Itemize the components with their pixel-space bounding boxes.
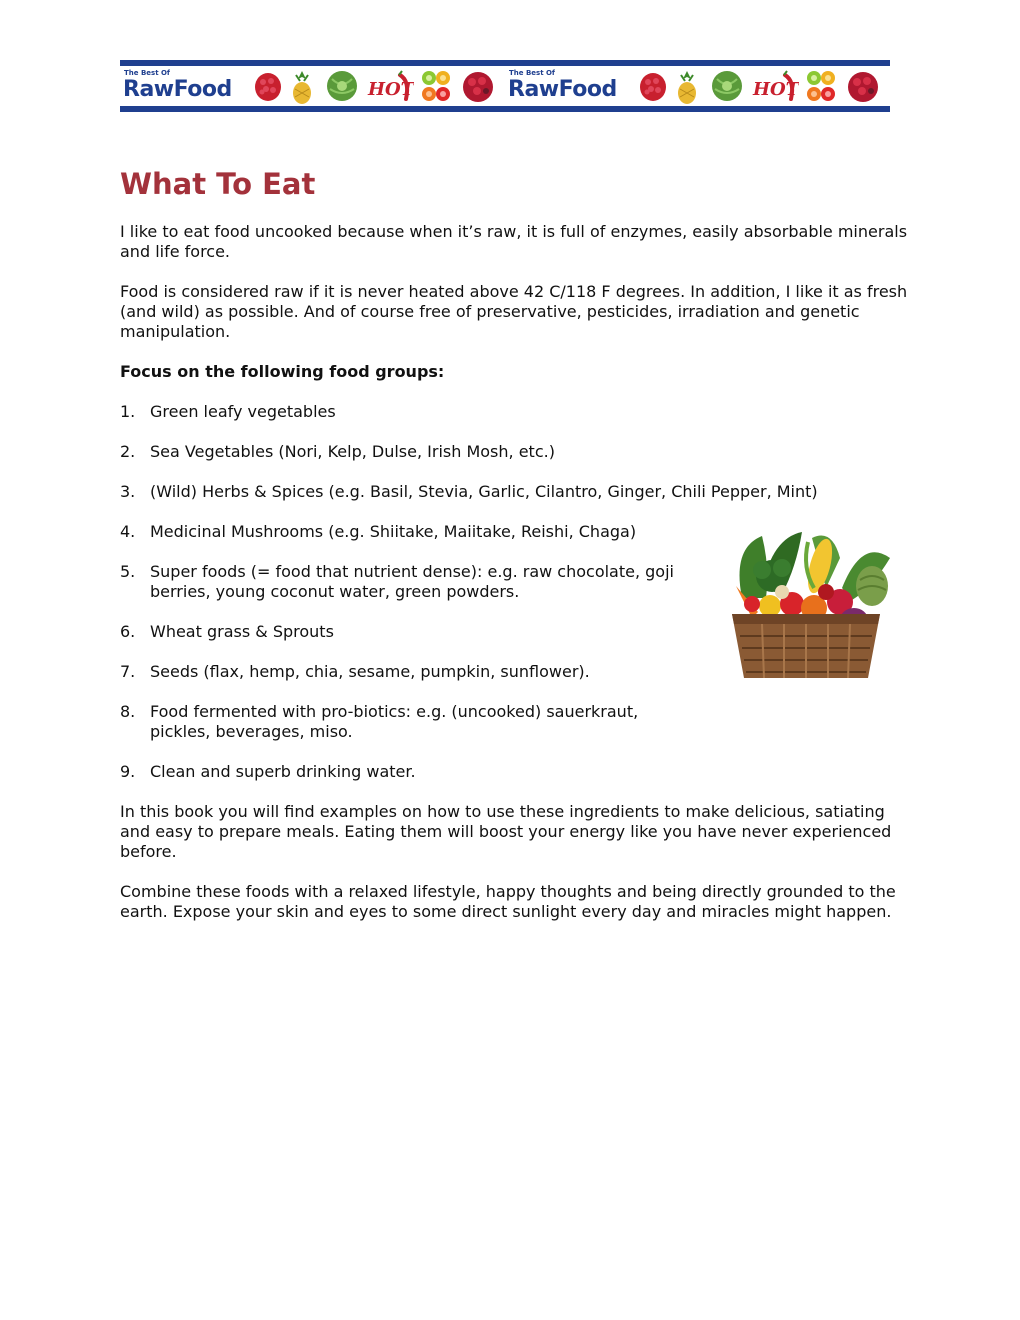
- list-text: (Wild) Herbs & Spices (e.g. Basil, Stevia, Garlic, Cilantro, Ginger, Chili Pepper, Mint): [150, 482, 818, 501]
- list-number: 6.: [120, 622, 136, 641]
- hot-pepper-icon: [751, 69, 799, 103]
- logo-wordmark: RawFood: [123, 77, 232, 102]
- list-number: 8.: [120, 702, 136, 721]
- list-text: Clean and superb drinking water.: [150, 762, 416, 781]
- cabbage-icon: [709, 69, 745, 103]
- pineapple-icon: [288, 69, 316, 105]
- hot-label: HOT: [368, 79, 414, 100]
- list-number: 3.: [120, 482, 136, 501]
- pineapple-icon: [673, 69, 701, 105]
- book-intro-paragraph: In this book you will find examples on how to use these ingredients to make delicious, satiating and easy to prepare meals. Eating them will boost your energy like you have never experienced before.: [120, 802, 892, 861]
- page-title: What To Eat: [120, 167, 316, 201]
- banner-segment: [505, 66, 890, 106]
- list-text: Wheat grass & Sprouts: [150, 622, 334, 641]
- hot-pepper-icon: [366, 69, 414, 103]
- list-number: 5.: [120, 562, 136, 581]
- list-text: Green leafy vegetables: [150, 402, 336, 421]
- raw-definition-paragraph: Food is considered raw if it is never heated above 42 C/118 F degrees. In addition, I like it as fresh (and wild) as possible. And of course free of preservative, pesticides, irradiation and genetic manipulation.: [120, 282, 908, 341]
- list-number: 2.: [120, 442, 136, 461]
- list-text: Sea Vegetables (Nori, Kelp, Dulse, Irish Mosh, etc.): [150, 442, 555, 461]
- list-number: 4.: [120, 522, 136, 541]
- logo-tagline: The Best Of: [509, 69, 555, 77]
- logo-tagline: The Best Of: [124, 69, 170, 77]
- rawfood-logo: [507, 68, 635, 104]
- raspberry-icon: [637, 69, 669, 103]
- list-text: Food fermented with pro-biotics: e.g. (uncooked) sauerkraut, pickles, beverages, miso.: [150, 702, 639, 741]
- logo-wordmark: RawFood: [508, 77, 617, 102]
- food-groups-heading: Focus on the following food groups:: [120, 362, 445, 381]
- citrus-slices-icon: [805, 69, 837, 103]
- list-text: Seeds (flax, hemp, chia, sesame, pumpkin, sunflower).: [150, 662, 590, 681]
- list-text: Medicinal Mushrooms (e.g. Shiitake, Maiitake, Reishi, Chaga): [150, 522, 637, 541]
- lifestyle-paragraph: Combine these foods with a relaxed lifestyle, happy thoughts and being directly grounded to the earth. Expose your skin and eyes to some direct sunlight every day and miracles might happen.: [120, 882, 896, 921]
- hot-label: HOT: [753, 79, 799, 100]
- cabbage-icon: [324, 69, 360, 103]
- citrus-slices-icon: [420, 69, 452, 103]
- berries-icon: [460, 69, 496, 103]
- rawfood-logo: [122, 68, 250, 104]
- list-text: Super foods (= food that nutrient dense): e.g. raw chocolate, goji berries, young coconut water, green powders.: [150, 562, 674, 601]
- banner-segment: [120, 66, 505, 106]
- rawfood-banner: [120, 60, 890, 112]
- intro-paragraph: I like to eat food uncooked because when it’s raw, it is full of enzymes, easily absorbable minerals and life force.: [120, 222, 908, 261]
- berries-icon: [845, 69, 881, 103]
- raspberry-icon: [252, 69, 284, 103]
- vegetable-basket-image: [722, 528, 894, 684]
- list-number: 7.: [120, 662, 136, 681]
- list-number: 9.: [120, 762, 136, 781]
- list-number: 1.: [120, 402, 136, 421]
